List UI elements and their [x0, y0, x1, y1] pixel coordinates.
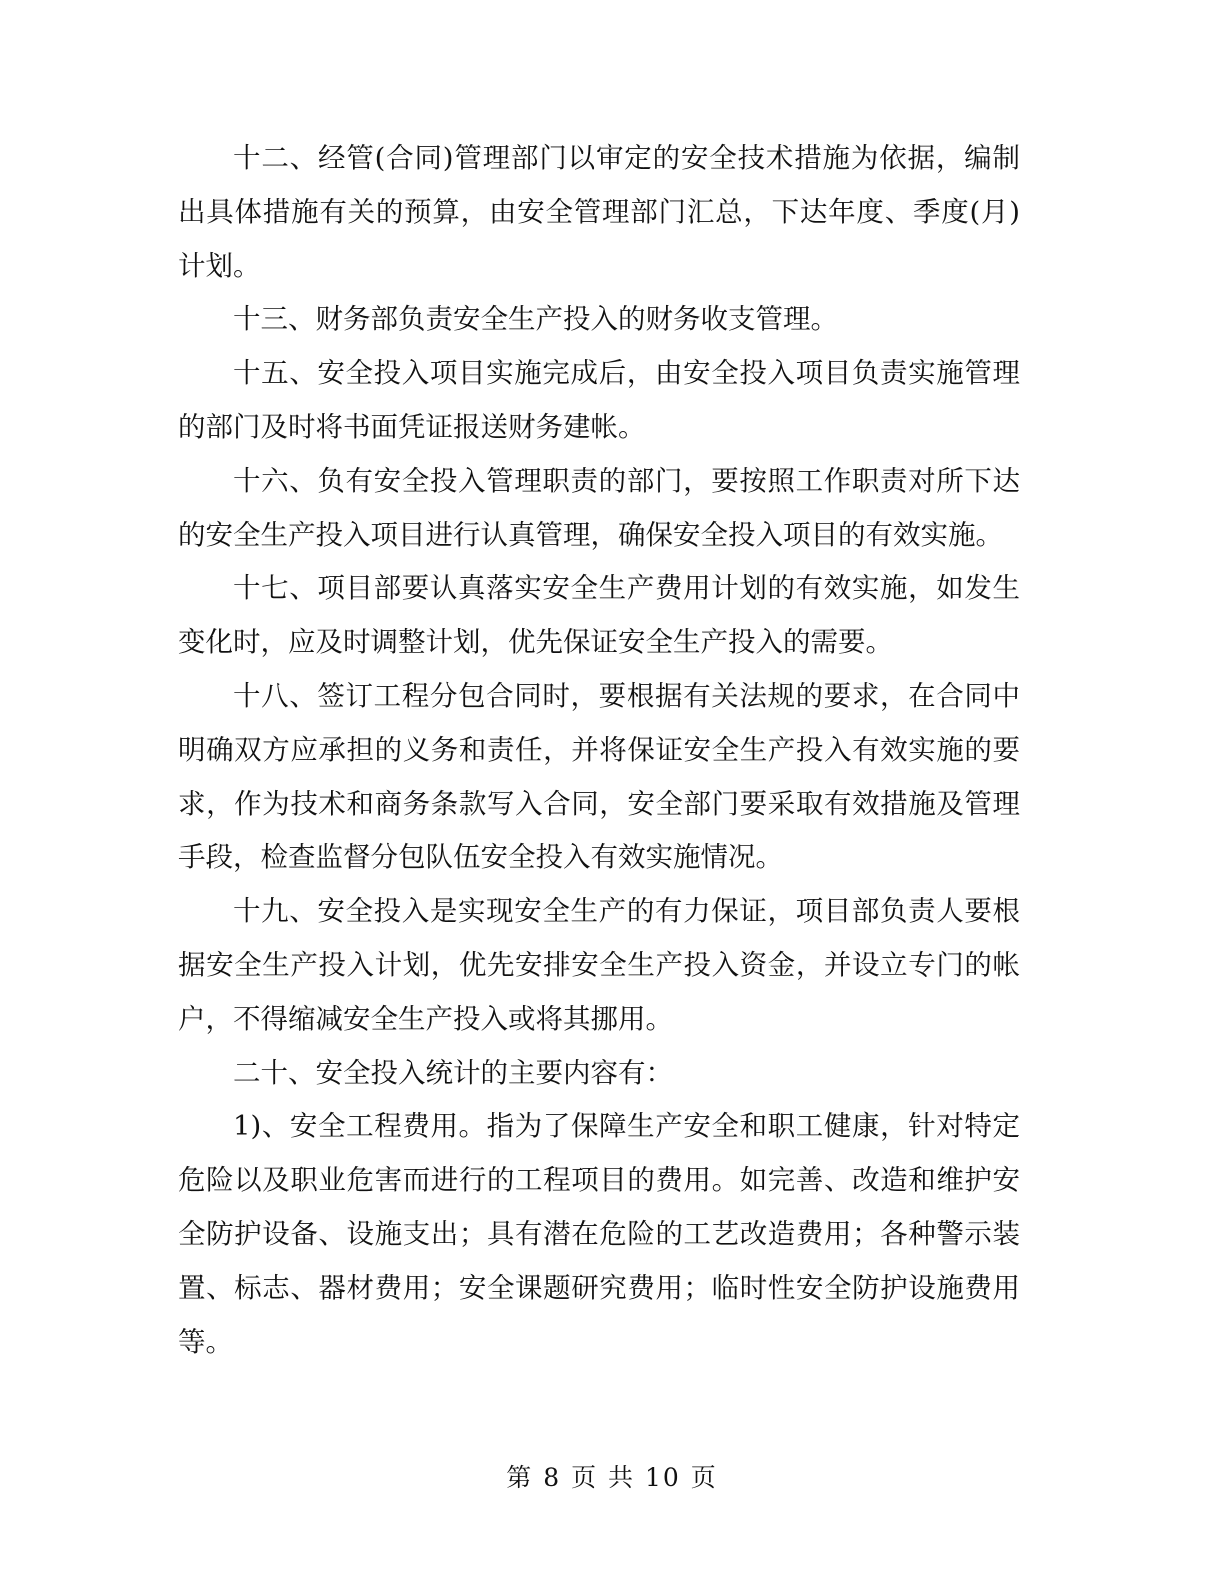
page-number-footer: 第 8 页 共 10 页: [506, 1463, 718, 1492]
paragraph-17: 十七、项目部要认真落实安全生产费用计划的有效实施，如发生变化时，应及时调整计划，优先保证安全生产投入的需要。: [178, 572, 1020, 659]
paragraph-16: 十六、负有安全投入管理职责的部门，要按照工作职责对所下达的安全生产投入项目进行认真管理，确保安全投入项目的有效实施。: [178, 464, 1020, 551]
paragraph-15: 十五、安全投入项目实施完成后，由安全投入项目负责实施管理的部门及时将书面凭证报送财务建帐。: [178, 357, 1020, 443]
paragraph-19: 十九、安全投入是实现安全生产的有力保证，项目部负责人要根据安全生产投入计划，优先安排安全生产投入资金，并设立专门的帐户，不得缩减安全生产投入或将其挪用。: [178, 895, 1020, 1035]
paragraph-13: 十三、财务部负责安全生产投入的财务收支管理。: [233, 303, 838, 336]
document-body: [178, 132, 1020, 1369]
paragraph-12: 十二、经管(合同)管理部门以审定的安全技术措施为依据，编制出具体措施有关的预算，由安全管理部门汇总，下达年度、季度(月)计划。: [178, 142, 1020, 282]
paragraph-18: 十八、签订工程分包合同时，要根据有关法规的要求，在合同中明确双方应承担的义务和责任，并将保证安全生产投入有效实施的要求，作为技术和商务条款写入合同，安全部门要采取有效措施及管理手段，检查监督分包队伍安全投入有效实施情况。: [178, 679, 1020, 874]
paragraph-item-1: 1)、安全工程费用。指为了保障生产安全和职工健康，针对特定危险以及职业危害而进行的工程项目的费用。如完善、改造和维护安全防护设备、设施支出；具有潜在危险的工艺改造费用；各种警示装置、标志、器材费用；安全课题研究费用；临时性安全防护设施费用等。: [178, 1110, 1020, 1358]
paragraph-20: 二十、安全投入统计的主要内容有：: [233, 1056, 673, 1089]
